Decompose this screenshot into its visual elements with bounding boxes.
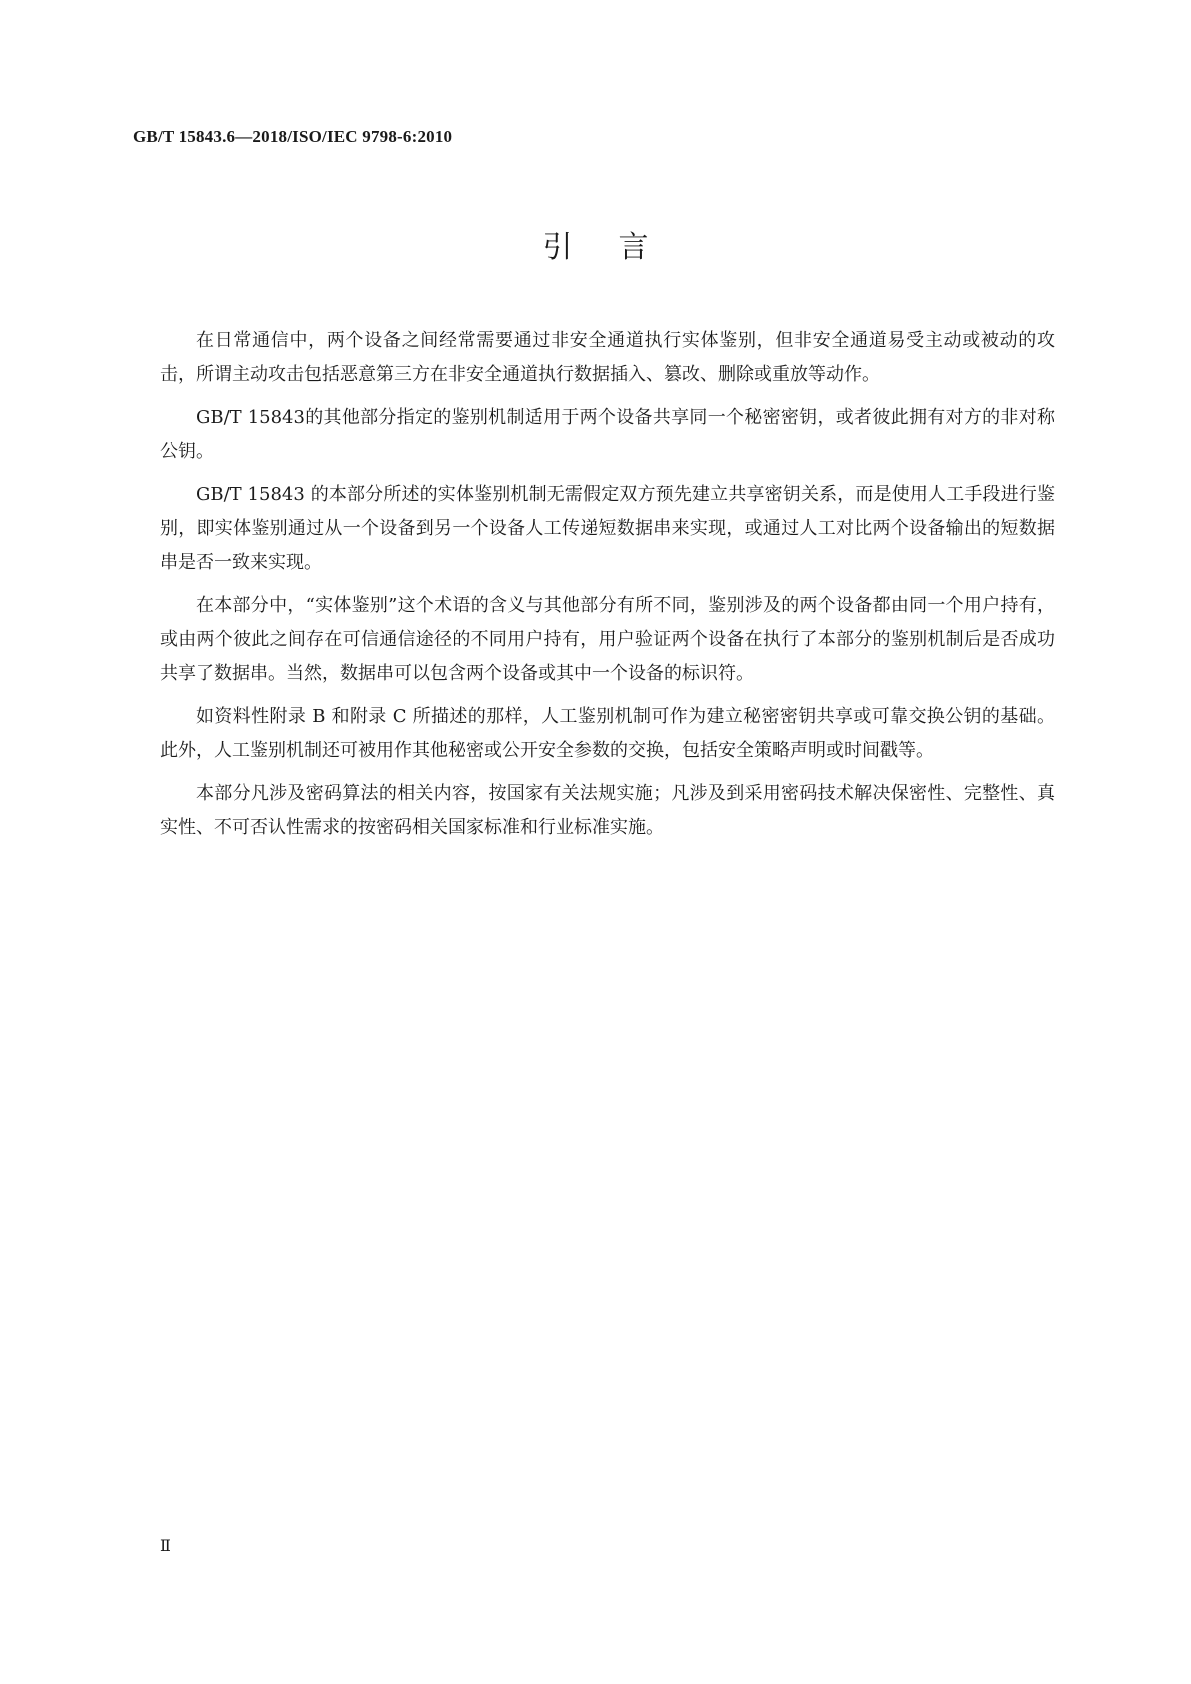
paragraph: 如资料性附录 B 和附录 C 所描述的那样，人工鉴别机制可作为建立秘密密钥共享或可靠交换公钥的基础。此外，人工鉴别机制还可被用作其他秘密或公开安全参数的交换，包括安全策略声明或时间戳等。: [160, 706, 1055, 761]
paragraph: 在日常通信中，两个设备之间经常需要通过非安全通道执行实体鉴别，但非安全通道易受主动或被动的攻击，所谓主动攻击包括恶意第三方在非安全通道执行数据插入、篡改、删除或重放等动作。: [160, 330, 1055, 385]
standard-code-header: GB/T 15843.6—2018/ISO/IEC 9798-6:2010: [133, 127, 453, 146]
body-text: [160, 324, 1055, 854]
paragraph: GB/T 15843的其他部分指定的鉴别机制适用于两个设备共享同一个秘密密钥，或者彼此拥有对方的非对称公钥。: [160, 407, 1055, 462]
page-number: Ⅱ: [160, 1538, 171, 1555]
paragraph: 在本部分中，“实体鉴别”这个术语的含义与其他部分有所不同，鉴别涉及的两个设备都由同一个用户持有，或由两个彼此之间存在可信通信途径的不同用户持有，用户验证两个设备在执行了本部分的鉴别机制后是否成功共享了数据串。当然，数据串可以包含两个设备或其中一个设备的标识符。: [160, 595, 1055, 684]
paragraph: GB/T 15843 的本部分所述的实体鉴别机制无需假定双方预先建立共享密钥关系，而是使用人工手段进行鉴别，即实体鉴别通过从一个设备到另一个设备人工传递短数据串来实现，或通过人工对比两个设备输出的短数据串是否一致来实现。: [160, 484, 1055, 573]
paragraph: 本部分凡涉及密码算法的相关内容，按国家有关法规实施；凡涉及到采用密码技术解决保密性、完整性、真实性、不可否认性需求的按密码相关国家标准和行业标准实施。: [160, 783, 1055, 838]
section-title: 引言: [542, 230, 695, 265]
